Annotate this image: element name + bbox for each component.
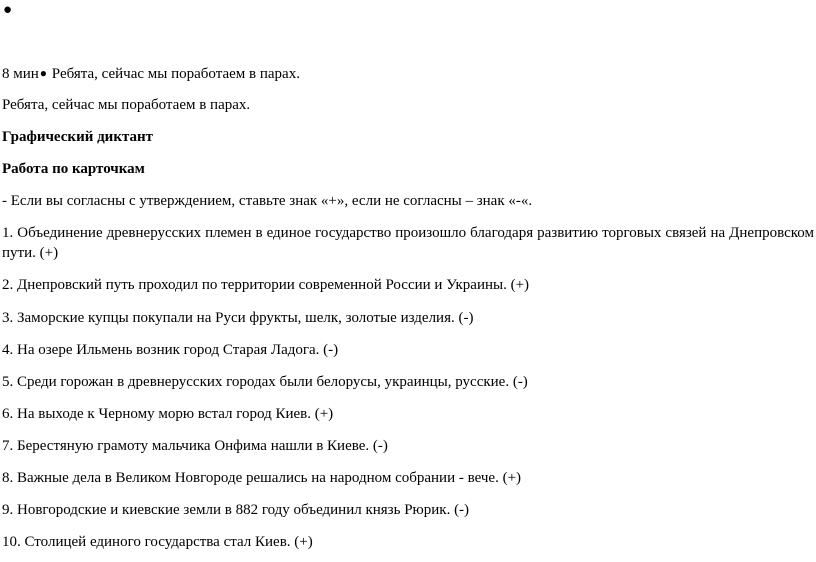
- statement-item-10: 10. Столицей единого государства стал Киев. (+): [2, 534, 313, 550]
- header-text: Ребята, сейчас мы поработаем в парах.: [48, 66, 300, 82]
- statement-item-2: 2. Днепровский путь проходил по территории современной России и Украины. (+): [2, 277, 530, 293]
- instruction-text: - Если вы согласны с утверждением, ставьте знак «+», если не согласны – знак «-«.: [2, 193, 533, 209]
- time-label: 8 мин: [2, 66, 39, 82]
- intro-text: Ребята, сейчас мы поработаем в парах.: [2, 97, 251, 113]
- section-title-cards: Работа по карточкам: [2, 161, 145, 177]
- header-line: [2, 63, 814, 84]
- statement-item-7: 7. Берестяную грамоту мальчика Онфима нашли в Киеве. (-): [2, 438, 388, 454]
- statement-item-1: 1. Объединение древнерусских племен в единое государство произошло благодаря развитию торговых связей на Днепровском пути. (+): [2, 225, 814, 261]
- top-bullet: ●: [3, 2, 13, 18]
- section-title-dictation: Графический диктант: [2, 129, 154, 145]
- statement-item-4: 4. На озере Ильмень возник город Старая Ладога. (-): [2, 342, 339, 358]
- statement-item-3: 3. Заморские купцы покупали на Руси фрукты, шелк, золотые изделия. (-): [2, 310, 474, 326]
- statement-item-9: 9. Новгородские и киевские земли в 882 году объединил князь Рюрик. (-): [2, 502, 470, 518]
- inline-bullet-icon: ●: [39, 66, 48, 80]
- statement-item-5: 5. Среди горожан в древнерусских городах были белорусы, украинцы, русские. (-): [2, 374, 528, 390]
- statement-item-6: 6. На выходе к Черному морю встал город Киев. (+): [2, 406, 334, 422]
- statement-item-8: 8. Важные дела в Великом Новгороде решались на народном собрании - вече. (+): [2, 470, 522, 486]
